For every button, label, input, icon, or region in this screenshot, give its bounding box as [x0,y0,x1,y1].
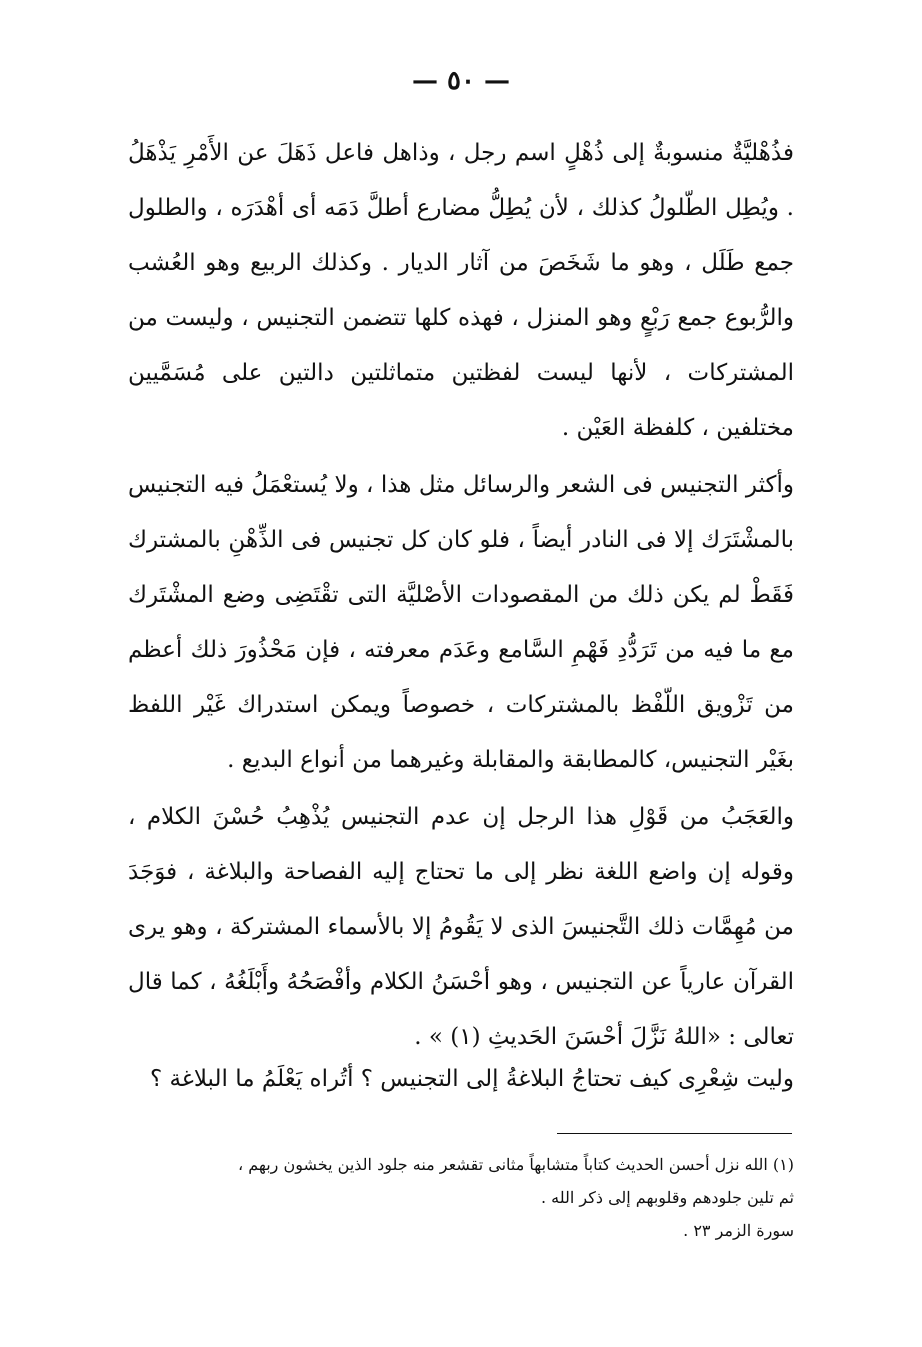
paragraph-2 [128,458,794,788]
paragraph-text: فذُهْليَّةٌ منسوبةٌ إلى ذُهْلٍ اسم رجل ، وذاهل فاعل ذَهَلَ عن الأَمْرِ يَذْهَلُ . ويُطِل الطّلولُ كذلك ، لأن يُطِلُّ مضارع أطلَّ دَمَه أى أهْدَرَه ، والطلول جمع طَلَل ، وهو ما شَخَصَ من آثار الديار . وكذلك الربيع وهو العُشب والرُّبوع جمع رَبْعٍ وهو المنزل ، فهذه كلها تتضمن التجنيس ، وليست من المشتركات ، لأنها ليست لفظتين متماثلتين دالتين على مُسَمَّيين مختلفين ، كلفظة العَيْن . [128,140,794,441]
paragraph-text: وأكثر التجنيس فى الشعر والرسائل مثل هذا ، ولا يُستعْمَلُ فيه التجنيس بالمشْتَرَك إلا فى النادر أيضاً ، فلو كان كل تجنيس فى الذِّهْنِ بالمشترك فَقَطْ لم يكن ذلك من المقصودات الأصْليَّة التى تقْتَضِى وضع المشْتَرك مع ما فيه من تَرَدُّدِ فَهْمِ السَّامع وعَدَم معرفته ، فإن مَحْذُورَ ذلك أعظم من تَزْويق اللّفْظ بالمشتركات ، خصوصاً ويمكن استدراك غَيْر اللفظ بغَيْر التجنيس، كالمطابقة والمقابلة وغيرهما من أنواع البديع . [128,472,794,773]
footnotes [128,1148,794,1247]
paragraph-text: والعَجَبُ من قَوْلِ هذا الرجل إن عدم التجنيس يُذْهِبُ حُسْنَ الكلام ، وقوله إن واضع اللغة نظر إلى ما تحتاج إليه الفصاحة والبلاغة ، فوَجَدَ من مُهِمَّات ذلك التَّجنيسَ الذى لا يَقُومُ إلا بالأسماء المشتركة ، وهو يرى القرآن عارياً عن التجنيس ، وهو أحْسَنُ الكلام وأفْصَحُهُ وأَبْلَغُهُ ، كما قال تعالى : «اللهُ نَزَّلَ أحْسَنَ الحَديثِ (١) » . [128,804,794,1050]
page-number: — ٥٠ — [411,66,511,96]
footnote-line: (١) الله نزل أحسن الحديث كتاباً متشابهاً مثانى تقشعر منه جلود الذين يخشون ربهم ، [237,1155,794,1174]
paragraph-4 [128,1052,794,1107]
paragraph-1 [128,126,794,456]
footnote-divider [557,1133,792,1134]
paragraph-text: وليت شِعْرِى كيف تحتاجُ البلاغةُ إلى التجنيس ؟ أتُراه يَعْلَمُ ما البلاغة ؟ [149,1066,794,1092]
footnote-line: ثم تلين جلودهم وقلوبهم إلى ذكر الله . [540,1188,794,1207]
footnote-source: سورة الزمر ٢٣ . [683,1221,794,1240]
paragraph-3 [128,790,794,1065]
